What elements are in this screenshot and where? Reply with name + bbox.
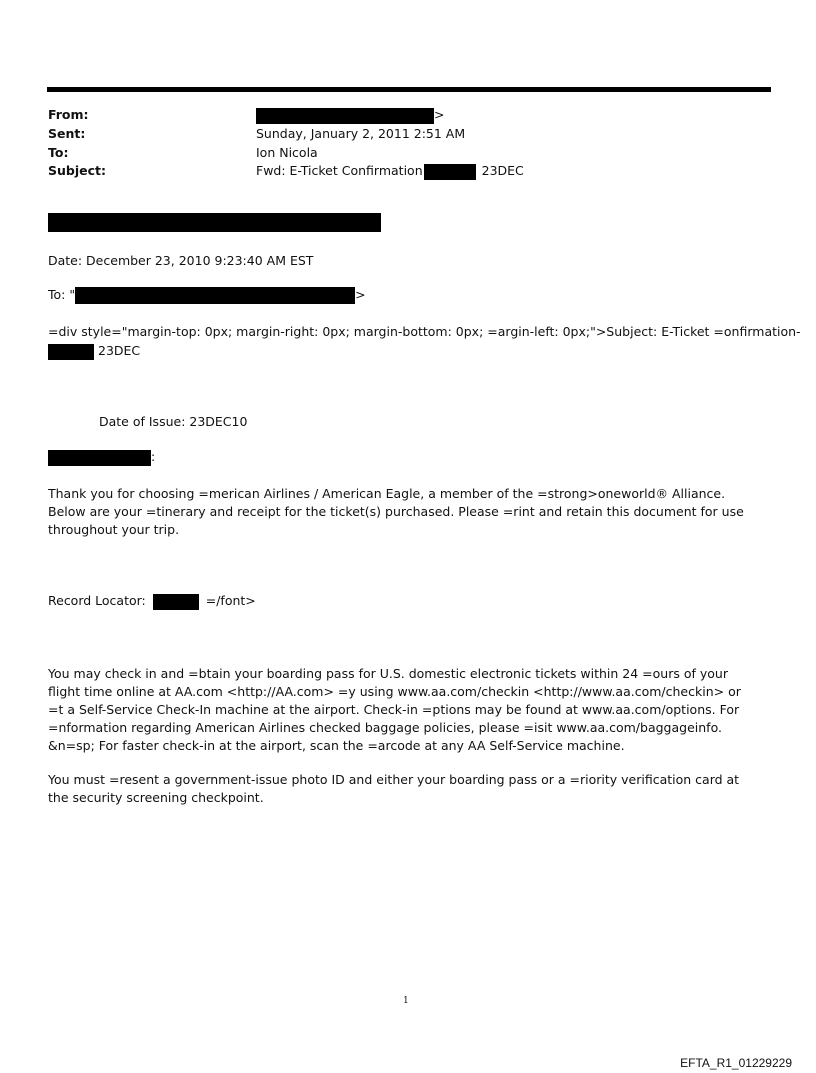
salutation-suffix: :	[151, 449, 156, 464]
redacted-record-locator	[153, 594, 199, 610]
div-style-line: =div style="margin-top: 0px; margin-right: 0px; margin-bottom: 0px; =argin-left: 0px;">Subject: E-Ticket =onfirmation-	[48, 324, 801, 339]
subject-prefix: Fwd: E-Ticket Confirmation	[256, 163, 423, 178]
record-locator	[48, 593, 256, 610]
header-rule	[47, 87, 771, 92]
id-paragraph: You must =resent a government-issue photo ID and either your boarding pass or a =riority verification card at the security screening checkpoint.	[48, 772, 740, 805]
record-locator-suffix: =/font>	[205, 593, 256, 608]
document-id: EFTA_R1_01229229	[680, 1056, 792, 1070]
redacted-confirmation	[48, 344, 94, 360]
redacted-block	[48, 213, 381, 232]
sent-label: Sent:	[48, 126, 86, 141]
div-line-2-suffix: 23DEC	[98, 343, 141, 358]
from-suffix: >	[434, 107, 445, 122]
redacted-subject	[424, 164, 476, 180]
redacted-to	[75, 287, 355, 304]
redacted-name	[48, 450, 151, 466]
from-label: From:	[48, 107, 89, 122]
sent-value: Sunday, January 2, 2011 2:51 AM	[256, 126, 466, 141]
div-style-line-2	[48, 343, 140, 360]
to-line	[48, 287, 366, 304]
date-line: Date: December 23, 2010 9:23:40 AM EST	[48, 253, 314, 268]
thank-you-paragraph: Thank you for choosing =merican Airlines / American Eagle, a member of the =strong>oneworld® Alliance. Below are your =tinerary and receipt for the ticket(s) purchased. Please =rint and retain this document for use throughout your trip.	[48, 486, 744, 537]
from-value	[256, 107, 444, 124]
redacted-from	[256, 108, 434, 124]
to-line-suffix: >	[355, 287, 366, 302]
subject-suffix: 23DEC	[481, 163, 524, 178]
to-label: To:	[48, 145, 69, 160]
checkin-paragraph: You may check in and =btain your boarding pass for U.S. domestic electronic tickets within 24 =ours of your flight time online at AA.com <http://AA.com> =y using www.aa.com/checkin <http://www.aa.com/checkin> or =t a Self-Service Check-In machine at the airport. Check-in =ptions may be found at www.aa.com/options. For =nformation regarding American Airlines checked baggage policies, please =isit www.aa.com/baggageinfo. &n=sp; For faster check-in at the airport, scan the =arcode at any AA Self-Service machine.	[48, 666, 741, 753]
subject-label: Subject:	[48, 163, 106, 178]
page-number: 1	[403, 996, 409, 1006]
to-value: Ion Nicola	[256, 145, 318, 160]
to-line-prefix: To: "	[48, 287, 76, 302]
record-locator-label: Record Locator:	[48, 593, 146, 608]
date-of-issue: Date of Issue: 23DEC10	[99, 414, 248, 429]
salutation	[48, 449, 155, 466]
subject-value	[256, 163, 524, 180]
